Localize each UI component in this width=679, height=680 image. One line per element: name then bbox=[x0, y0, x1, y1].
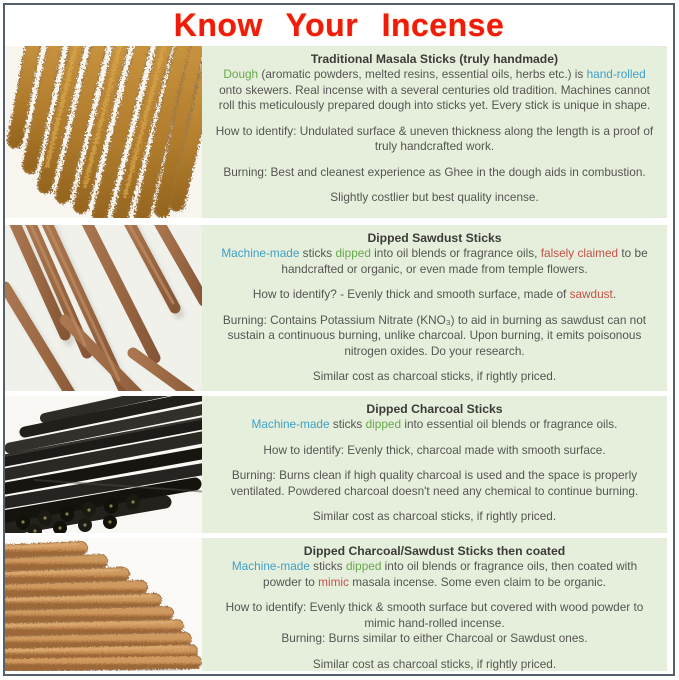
section-paragraph: Burning: Burns similar to either Charcoal or Sawdust ones. bbox=[281, 631, 588, 645]
coated-sticks-photo bbox=[5, 538, 202, 671]
section-sawdust bbox=[5, 225, 673, 391]
section-coated bbox=[5, 538, 673, 671]
sections-container bbox=[5, 46, 673, 671]
infographic-frame bbox=[3, 3, 675, 676]
sawdust-sticks-photo bbox=[5, 225, 202, 391]
section-paragraph: Burning: Best and cleanest experience as Ghee in the dough aids in combustion. bbox=[223, 164, 646, 179]
page-title: Know Your Incense bbox=[173, 7, 505, 43]
section-heading: Dipped Charcoal Sticks bbox=[366, 402, 503, 416]
masala-sticks-photo bbox=[5, 46, 202, 218]
section-charcoal bbox=[5, 396, 673, 533]
section-paragraph: Burning: Contains Potassium Nitrate (KNO₃) to aid in burning as sawdust can not sustain a continuous burning, unlike charcoal. Upon burning, it emits poisonous nitrogen oxides. Do your research. bbox=[222, 312, 647, 358]
section-coated-panel bbox=[202, 538, 667, 671]
section-paragraph: Machine-made sticks dipped into oil blends or fragrance oils, then coated with powder to mimic masala incense. Some even claim to be organic. bbox=[231, 559, 638, 589]
section-masala-panel bbox=[202, 46, 667, 218]
section-paragraph: Machine-made sticks dipped into essential oil blends or fragrance oils. bbox=[251, 417, 618, 431]
section-paragraph: Burning: Burns clean if high quality charcoal is used and the space is properly ventilated. Powdered charcoal doesn't need any chemical to continue burning. bbox=[230, 468, 639, 498]
section-heading: Traditional Masala Sticks (truly handmade) bbox=[310, 52, 559, 66]
section-sawdust-panel bbox=[202, 225, 667, 391]
section-paragraph: Similar cost as charcoal sticks, if rightly priced. bbox=[312, 369, 557, 383]
section-paragraph: How to identify? - Evenly thick and smooth surface, made of sawdust. bbox=[252, 287, 617, 301]
section-paragraph: How to identify: Evenly thick, charcoal made with smooth surface. bbox=[263, 442, 606, 457]
section-masala bbox=[5, 46, 673, 218]
section-heading: Dipped Sawdust Sticks bbox=[367, 231, 502, 245]
section-paragraph: Slightly costlier but best quality incense. bbox=[330, 190, 539, 204]
section-paragraph: Similar cost as charcoal sticks, if rightly priced. bbox=[312, 656, 557, 671]
section-paragraph: Dough (aromatic powders, melted resins, essential oils, herbs etc.) is hand-rolled onto skewers. Real incense with a several centuries old tradition. Machines cannot roll this meticulously prepared dough into sticks yet. Every stick is unique in shape. bbox=[218, 67, 651, 112]
section-paragraph: How to identify: Undulated surface & uneven thickness along the length is a proof of truly handcrafted work. bbox=[215, 123, 654, 153]
section-paragraph: Machine-made sticks dipped into oil blends or fragrance oils, falsely claimed to be handcrafted or organic, or even made from temple flowers. bbox=[221, 246, 648, 276]
section-charcoal-panel bbox=[202, 396, 667, 533]
section-heading: Dipped Charcoal/Sawdust Sticks then coated bbox=[303, 544, 566, 558]
charcoal-sticks-photo bbox=[5, 396, 202, 533]
section-paragraph: How to identify: Evenly thick & smooth surface but covered with wood powder to mimic hand-rolled incense. bbox=[225, 600, 644, 630]
section-paragraph: Similar cost as charcoal sticks, if rightly priced. bbox=[312, 509, 557, 523]
